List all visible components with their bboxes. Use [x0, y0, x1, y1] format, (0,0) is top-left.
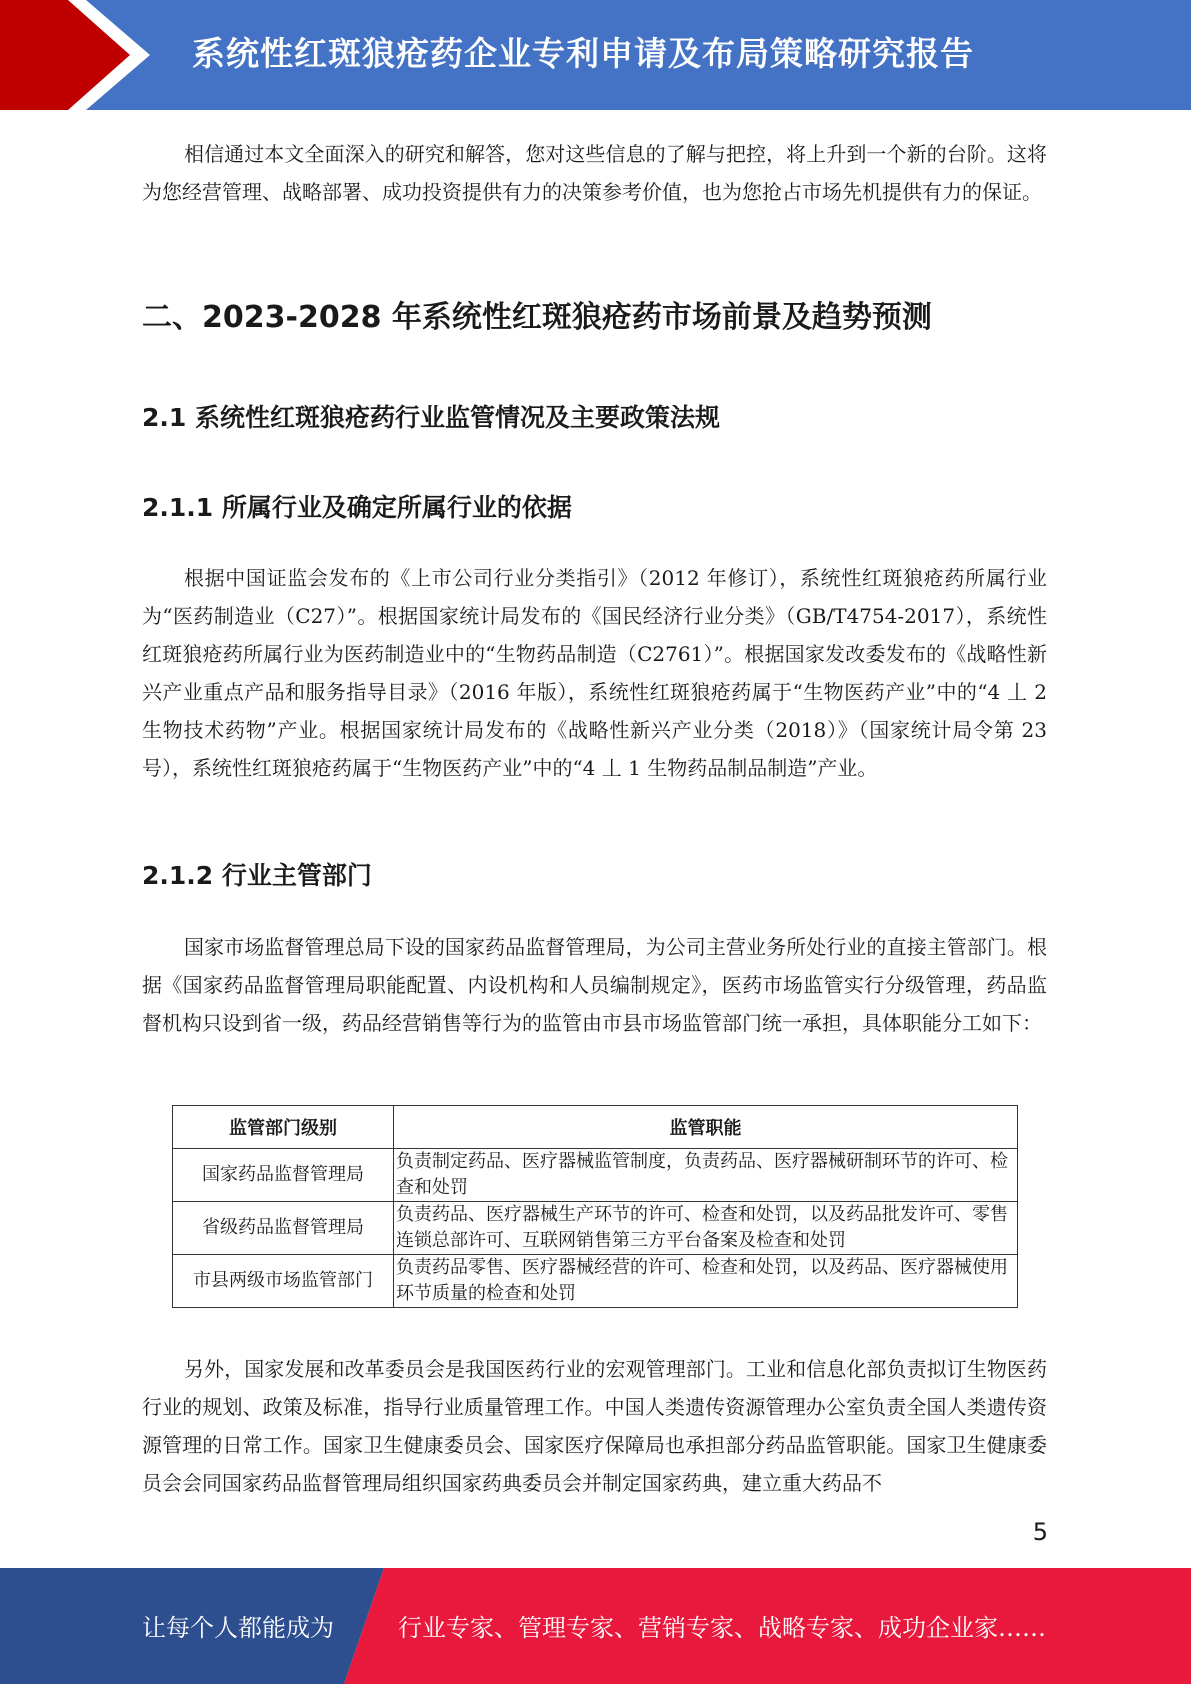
section-2-heading: 二、2023-2028 年系统性红斑狼疮药市场前景及趋势预测	[142, 300, 932, 335]
footer-slogan-left: 让每个人都能成为	[142, 1614, 334, 1642]
table-row	[173, 1149, 1018, 1202]
table-cell-duty: 负责制定药品、医疗器械监管制度，负责药品、医疗器械研制环节的许可、检查和处罚	[394, 1149, 1018, 1202]
industry-classification-paragraph: 根据中国证监会发布的《上市公司行业分类指引》（2012 年修订），系统性红斑狼疮药所属行业为“医药制造业（C27）”。根据国家统计局发布的《国民经济行业分类》（GB/T4754-2017），系统性红斑狼疮药所属行业为医药制造业中的“生物药品制造（C2761）”。根据国家发改委发布的《战略性新兴产业重点产品和服务指导目录》（2016 年版），系统性红斑狼疮药属于“生物医药产业”中的“4 丄 2 生物技术药物”产业。根据国家统计局发布的《战略性新兴产业分类（2018）》（国家统计局令第 23 号），系统性红斑狼疮药属于“生物医药产业”中的“4 丄 1 生物药品制品制造”产业。	[142, 566, 1047, 780]
additional-regulators-paragraph: 另外，国家发展和改革委员会是我国医药行业的宏观管理部门。工业和信息化部负责拟订生物医药行业的规划、政策及标准，指导行业质量管理工作。中国人类遗传资源管理办公室负责全国人类遗传资源管理的日常工作。国家卫生健康委员会、国家医疗保障局也承担部分药品监管职能。国家卫生健康委员会会同国家药品监督管理局组织国家药典委员会并制定国家药典，建立重大药品不	[142, 1357, 1047, 1495]
table-header-row	[173, 1106, 1018, 1149]
regulation-table	[172, 1105, 1018, 1308]
table-row	[173, 1255, 1018, 1308]
table-cell-dept: 市县两级市场监管部门	[173, 1255, 394, 1308]
table-header-duty: 监管职能	[394, 1106, 1018, 1149]
intro-paragraph: 相信通过本文全面深入的研究和解答，您对这些信息的了解与把控，将上升到一个新的台阶。这将为您经营管理、战略部署、成功投资提供有力的决策参考价值，也为您抢占市场先机提供有力的保证。	[142, 142, 1047, 204]
footer-band	[0, 1568, 1191, 1684]
section-2-1-1-heading: 2.1.1 所属行业及确定所属行业的依据	[142, 493, 572, 522]
page-number: 5	[1032, 1518, 1048, 1546]
header-band	[0, 0, 1191, 110]
regulator-paragraph: 国家市场监督管理总局下设的国家药品监督管理局，为公司主营业务所处行业的直接主管部门。根据《国家药品监督管理局职能配置、内设机构和人员编制规定》，医药市场监管实行分级管理，药品监督机构只设到省一级，药品经营销售等行为的监管由市县市场监管部门统一承担，具体职能分工如下：	[142, 935, 1047, 1035]
report-title: 系统性红斑狼疮药企业专利申请及布局策略研究报告	[192, 34, 974, 73]
footer-slogan-right: 行业专家、管理专家、营销专家、战略专家、成功企业家……	[398, 1614, 1046, 1642]
table-cell-duty: 负责药品、医疗器械生产环节的许可、检查和处罚，以及药品批发许可、零售连锁总部许可、互联网销售第三方平台备案及检查和处罚	[394, 1202, 1018, 1255]
table-row	[173, 1202, 1018, 1255]
table-cell-dept: 国家药品监督管理局	[173, 1149, 394, 1202]
section-2-1-heading: 2.1 系统性红斑狼疮药行业监管情况及主要政策法规	[142, 403, 720, 432]
table-cell-duty: 负责药品零售、医疗器械经营的许可、检查和处罚，以及药品、医疗器械使用环节质量的检查和处罚	[394, 1255, 1018, 1308]
section-2-1-2-heading: 2.1.2 行业主管部门	[142, 861, 372, 890]
table-cell-dept: 省级药品监督管理局	[173, 1202, 394, 1255]
table-header-dept: 监管部门级别	[173, 1106, 394, 1149]
